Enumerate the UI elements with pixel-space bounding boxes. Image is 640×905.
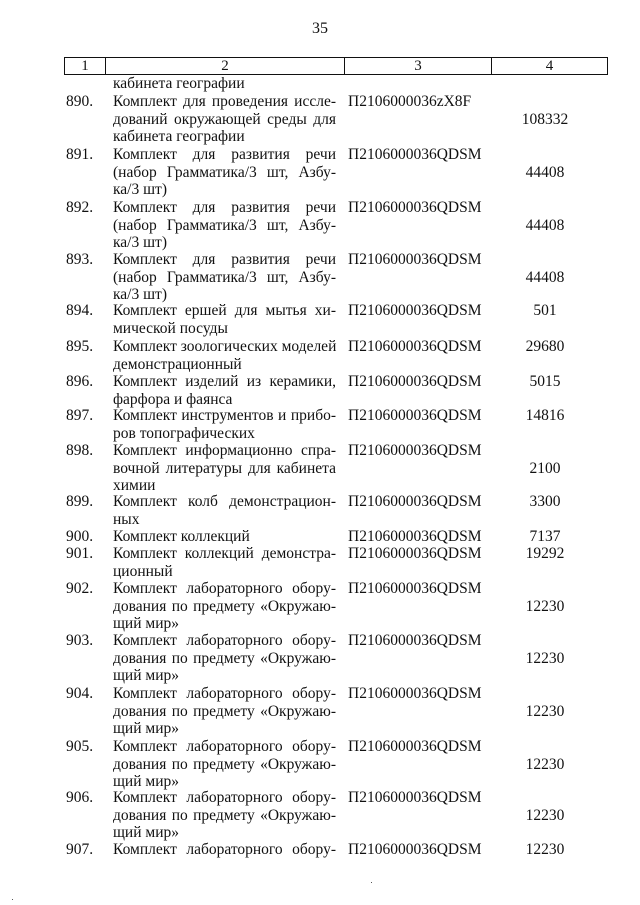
item-name-line: ка/3 шт)	[113, 181, 167, 198]
item-name-line: Комплект информационно спра-	[113, 442, 336, 459]
item-name-line: щий мир»	[113, 720, 180, 737]
item-name-line: ка/3 шт)	[113, 286, 167, 303]
item-code: П2106000036zX8F	[348, 93, 472, 110]
item-name-line: химии	[113, 477, 156, 494]
item-number: 902.	[66, 580, 94, 597]
item-name-line: ных	[113, 510, 140, 528]
item-price: 12230	[525, 806, 565, 824]
item-name	[113, 493, 336, 528]
item-name-line: демонстрационный	[113, 355, 242, 373]
item-number: 897.	[66, 407, 94, 424]
item-name-line: щий мир»	[113, 824, 180, 841]
item-name	[113, 407, 336, 442]
scan-speck	[12, 899, 13, 900]
item-name-line: Комплект колб демонстрацион-	[113, 493, 336, 510]
item-number: 901.	[66, 545, 94, 562]
item-price: 19292	[525, 545, 565, 562]
item-code: П2106000036QDSM	[348, 407, 482, 424]
item-name-line: Комплект лабораторного обору-	[113, 738, 336, 755]
item-name-line: Комплект зоологических моделей	[113, 338, 337, 355]
item-name-line: Комплект лабораторного обору-	[113, 685, 336, 702]
item-number: 899.	[66, 493, 94, 510]
item-name	[113, 442, 336, 495]
item-name-line: мической посуды	[113, 319, 228, 337]
item-code: П2106000036QDSM	[348, 338, 482, 355]
item-code: П2106000036QDSM	[348, 580, 482, 597]
item-name-line: Комплект для развития речи	[113, 146, 336, 163]
item-name	[113, 789, 336, 842]
item-price: 44408	[525, 268, 565, 286]
item-code: П2106000036QDSM	[348, 442, 482, 459]
page-number: 35	[312, 20, 328, 37]
item-name	[113, 528, 336, 546]
item-number: 906.	[66, 789, 94, 806]
item-name	[113, 146, 336, 199]
item-name	[113, 685, 336, 738]
item-code: П2106000036QDSM	[348, 528, 482, 545]
item-name-line: щий мир»	[113, 773, 180, 790]
item-name-line: ров топографических	[113, 424, 255, 442]
item-price: 501	[533, 302, 557, 319]
header-col-1: 1	[81, 58, 89, 74]
item-name-line: дования по предмету «Окружаю-	[113, 755, 336, 773]
item-code: П2106000036QDSM	[348, 146, 482, 163]
item-price: 5015	[529, 373, 561, 390]
item-price: 12230	[525, 649, 565, 667]
item-name-line: ка/3 шт)	[113, 234, 167, 251]
item-name-line: щий мир»	[113, 615, 180, 632]
item-name-line: вочной литературы для кабинета	[113, 459, 336, 477]
item-code: П2106000036QDSM	[348, 789, 482, 806]
item-name-line: Комплект ершей для мытья хи-	[113, 302, 336, 319]
item-code: П2106000036QDSM	[348, 373, 482, 390]
header-col-3: 3	[414, 58, 422, 74]
table-header	[64, 57, 608, 75]
item-number: 905.	[66, 738, 94, 755]
item-name-line: Комплект для развития речи	[113, 251, 336, 268]
item-code: П2106000036QDSM	[348, 685, 482, 702]
item-name	[113, 580, 336, 633]
item-code: П2106000036QDSM	[348, 738, 482, 755]
item-number: 900.	[66, 528, 94, 545]
header-col-4: 4	[545, 58, 554, 74]
item-name	[113, 251, 336, 304]
item-name-line: Комплект лабораторного обору-	[113, 789, 336, 806]
item-name-line: дования по предмету «Окружаю-	[113, 649, 336, 667]
item-name	[113, 373, 336, 408]
item-number: 903.	[66, 632, 94, 649]
item-name-line: Комплект коллекций	[113, 528, 250, 545]
item-price: 44408	[525, 216, 565, 234]
item-name	[113, 302, 336, 337]
item-price: 7137	[529, 528, 561, 545]
item-price: 3300	[529, 493, 561, 510]
item-name	[113, 338, 336, 373]
item-number: 895.	[66, 338, 94, 355]
item-code: П2106000036QDSM	[348, 632, 482, 649]
item-name-line: щий мир»	[113, 667, 180, 684]
item-number: 898.	[66, 442, 94, 459]
item-name-line: Комплект лабораторного обору-	[113, 841, 336, 858]
item-price: 44408	[525, 163, 565, 181]
item-price: 12230	[525, 702, 565, 720]
item-name	[113, 841, 336, 859]
item-name-line: Комплект для проведения иссле-	[113, 93, 336, 110]
item-name-line: (набор Грамматика/3 шт, Азбу-	[113, 268, 336, 286]
item-name-line: фарфора и фаянса	[113, 390, 233, 408]
item-name-line: дования по предмету «Окружаю-	[113, 806, 336, 824]
item-code: П2106000036QDSM	[348, 841, 482, 858]
item-price: 12230	[525, 597, 565, 615]
item-name-line: Комплект инструментов и прибо-	[113, 407, 336, 424]
continuation-text: кабинета географии	[113, 75, 245, 92]
item-name-line: Комплект лабораторного обору-	[113, 580, 336, 597]
item-price: 12230	[525, 841, 565, 858]
header-col-2: 2	[221, 58, 229, 74]
item-name-line: дования по предмету «Окружаю-	[113, 702, 336, 720]
item-number: 893.	[66, 251, 94, 268]
item-code: П2106000036QDSM	[348, 493, 482, 510]
item-number: 907.	[66, 841, 94, 858]
item-name	[113, 199, 336, 252]
item-price: 14816	[525, 407, 565, 424]
item-code: П2106000036QDSM	[348, 302, 482, 319]
item-price: 29680	[525, 338, 565, 355]
item-name-line: дований окружающей среды для	[113, 110, 336, 128]
item-name	[113, 738, 336, 791]
item-name-line: Комплект лабораторного обору-	[113, 632, 336, 649]
item-name-line: Комплект изделий из керамики,	[113, 373, 336, 390]
scan-speck	[371, 882, 372, 883]
item-name-line: Комплект коллекций демонстра-	[113, 545, 336, 562]
item-number: 894.	[66, 302, 94, 319]
item-name	[113, 545, 336, 580]
item-name-line: ционный	[113, 562, 173, 580]
item-price: 2100	[529, 459, 561, 477]
item-number: 891.	[66, 146, 94, 163]
item-code: П2106000036QDSM	[348, 199, 482, 216]
item-name	[113, 632, 336, 685]
item-number: 904.	[66, 685, 94, 702]
item-name-line: (набор Грамматика/3 шт, Азбу-	[113, 216, 336, 234]
item-price: 108332	[521, 110, 569, 128]
item-number: 892.	[66, 199, 94, 216]
item-name-line: (набор Грамматика/3 шт, Азбу-	[113, 163, 336, 181]
item-number: 890.	[66, 93, 94, 110]
item-price: 12230	[525, 755, 565, 773]
item-code: П2106000036QDSM	[348, 251, 482, 268]
item-name	[113, 93, 336, 146]
item-number: 896.	[66, 373, 94, 390]
item-code: П2106000036QDSM	[348, 545, 482, 562]
item-name-line: кабинета географии	[113, 128, 245, 145]
item-name-line: дования по предмету «Окружаю-	[113, 597, 336, 615]
item-name-line: Комплект для развития речи	[113, 199, 336, 216]
